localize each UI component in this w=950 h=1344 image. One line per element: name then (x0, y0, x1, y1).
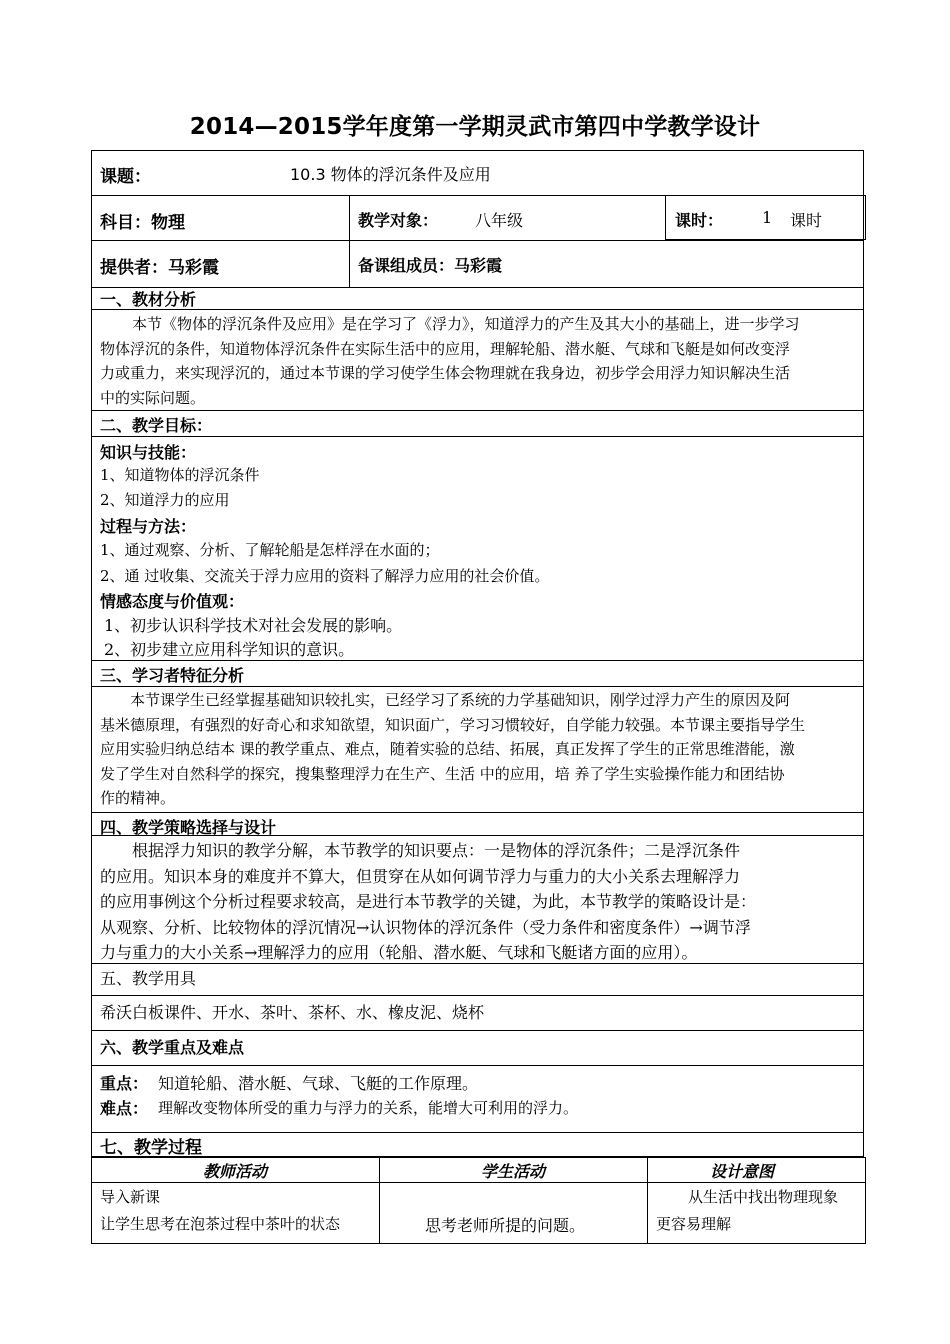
emotion-heading: 情感态度与价值观： (100, 592, 245, 611)
knowledge-item: 2、知道浮力的应用 (100, 491, 230, 509)
analysis-text: 本节《物体的浮沉条件及应用》是在学习了《浮力》，知道浮力的产生及其大小的基础上，进一步学习 物体浮沉的条件，知道物体浮沉条件在实际生活中的应用，理解轮船、潜水艇、气球和飞艇是如何改变浮 力或重力，来实现浮沉的，通过本节课的学习使学生体会物理就在我身边，初步学会用浮力知识解决生活 中的实际问题。 (100, 315, 800, 407)
knowledge-item: 1、知道物体的浮沉条件 (100, 466, 260, 484)
col-teacher: 教师活动 (202, 1162, 267, 1181)
tools-text: 希沃白板课件、开水、茶叶、茶杯、水、橡皮泥、烧杯 (100, 1003, 485, 1022)
col-intent: 设计意图 (709, 1162, 774, 1181)
subject-cell: 科目：物理 (100, 213, 185, 233)
col-student: 学生活动 (480, 1162, 545, 1181)
knowledge-heading: 知识与技能： (100, 443, 197, 462)
section-heading-learners: 三、学习者特征分析 (100, 666, 245, 685)
process-heading: 过程与方法： (100, 517, 197, 536)
section-heading-analysis: 一、教材分析 (100, 290, 197, 309)
emotion-item: 1、初步认识科学技术对社会发展的影响。 (104, 616, 403, 635)
difficulty-text: 理解改变物体所受的重力与浮力的关系，能增大可利用的浮力。 (158, 1099, 579, 1117)
section-heading-strategy: 四、教学策略选择与设计 (100, 818, 277, 837)
intent-line: 从生活中找出物理现象 (688, 1188, 839, 1206)
target-label: 教学对象： (358, 211, 439, 230)
topic-value: 10.3 物体的浮沉条件及应用 (290, 165, 491, 184)
page-title: 2014—2015学年度第一学期灵武市第四中学教学设计 (189, 114, 761, 140)
section-heading-tools: 五、教学用具 (100, 969, 197, 988)
student-activity: 思考老师所提的问题。 (425, 1216, 586, 1235)
teacher-activity-line: 让学生思考在泡茶过程中茶叶的状态 (100, 1215, 341, 1233)
hours-unit: 课时 (790, 211, 823, 230)
learners-text: 本节课学生已经掌握基础知识较扎实，已经学习了系统的力学基础知识，刚学过浮力产生的原因及阿 基米德原理，有强烈的好奇心和求知欲望，知识面广，学习习惯较好，自学能力较强。本节课主要指导学生 应用实验归纳总结本 课的教学重点、难点，随着实验的总结、拓展，真正发挥了学生的正常思维潜能，激 发了学生对自然科学的探究，搜集整理浮力在生产、生活 中的应用，培 养了学生实验操作能力和团结协 作的精神。 (100, 691, 806, 807)
topic-label: 课题： (100, 167, 151, 187)
section-heading-process: 七、教学过程 (100, 1138, 202, 1158)
key-label: 重点： (100, 1074, 149, 1093)
emotion-item: 2、初步建立应用科学知识的意识。 (104, 640, 355, 659)
hours-label: 课时： (675, 211, 724, 230)
key-text: 知道轮船、潜水艇、气球、飞艇的工作原理。 (158, 1074, 479, 1093)
hours-value: 1 (762, 208, 773, 227)
section-heading-goals: 二、教学目标： (100, 416, 213, 435)
teacher-activity-line: 导入新课 (100, 1188, 161, 1206)
target-value: 八年级 (475, 211, 524, 230)
process-item: 2、通 过收集、交流关于浮力应用的资料了解浮力应用的社会价值。 (100, 567, 550, 585)
provider-cell: 提供者：马彩霞 (100, 258, 219, 278)
strategy-text: 根据浮力知识的教学分解，本节教学的知识要点：一是物体的浮沉条件；二是浮沉条件 的应用。知识本身的难度并不算大，但贯穿在从如何调节浮力与重力的大小关系去理解浮力 的应用事例这个分析过程要求较高，是进行本节教学的关键，为此，本节教学的策略设计是： 从观察、分析、比较物体的浮沉情况→认识物体的浮沉条件（受力条件和密度条件）→调节浮 力与重力的大小关系→理解浮力的应用（轮船、潜水艇、气球和飞艇诸方面的应用）。 (100, 841, 757, 962)
group-cell: 备课组成员：马彩霞 (358, 256, 503, 275)
process-item: 1、通过观察、分析、了解轮船是怎样浮在水面的； (100, 541, 440, 559)
section-heading-keypoints: 六、教学重点及难点 (100, 1038, 245, 1057)
difficulty-label: 难点： (100, 1099, 149, 1118)
intent-line: 更容易理解 (656, 1215, 732, 1233)
